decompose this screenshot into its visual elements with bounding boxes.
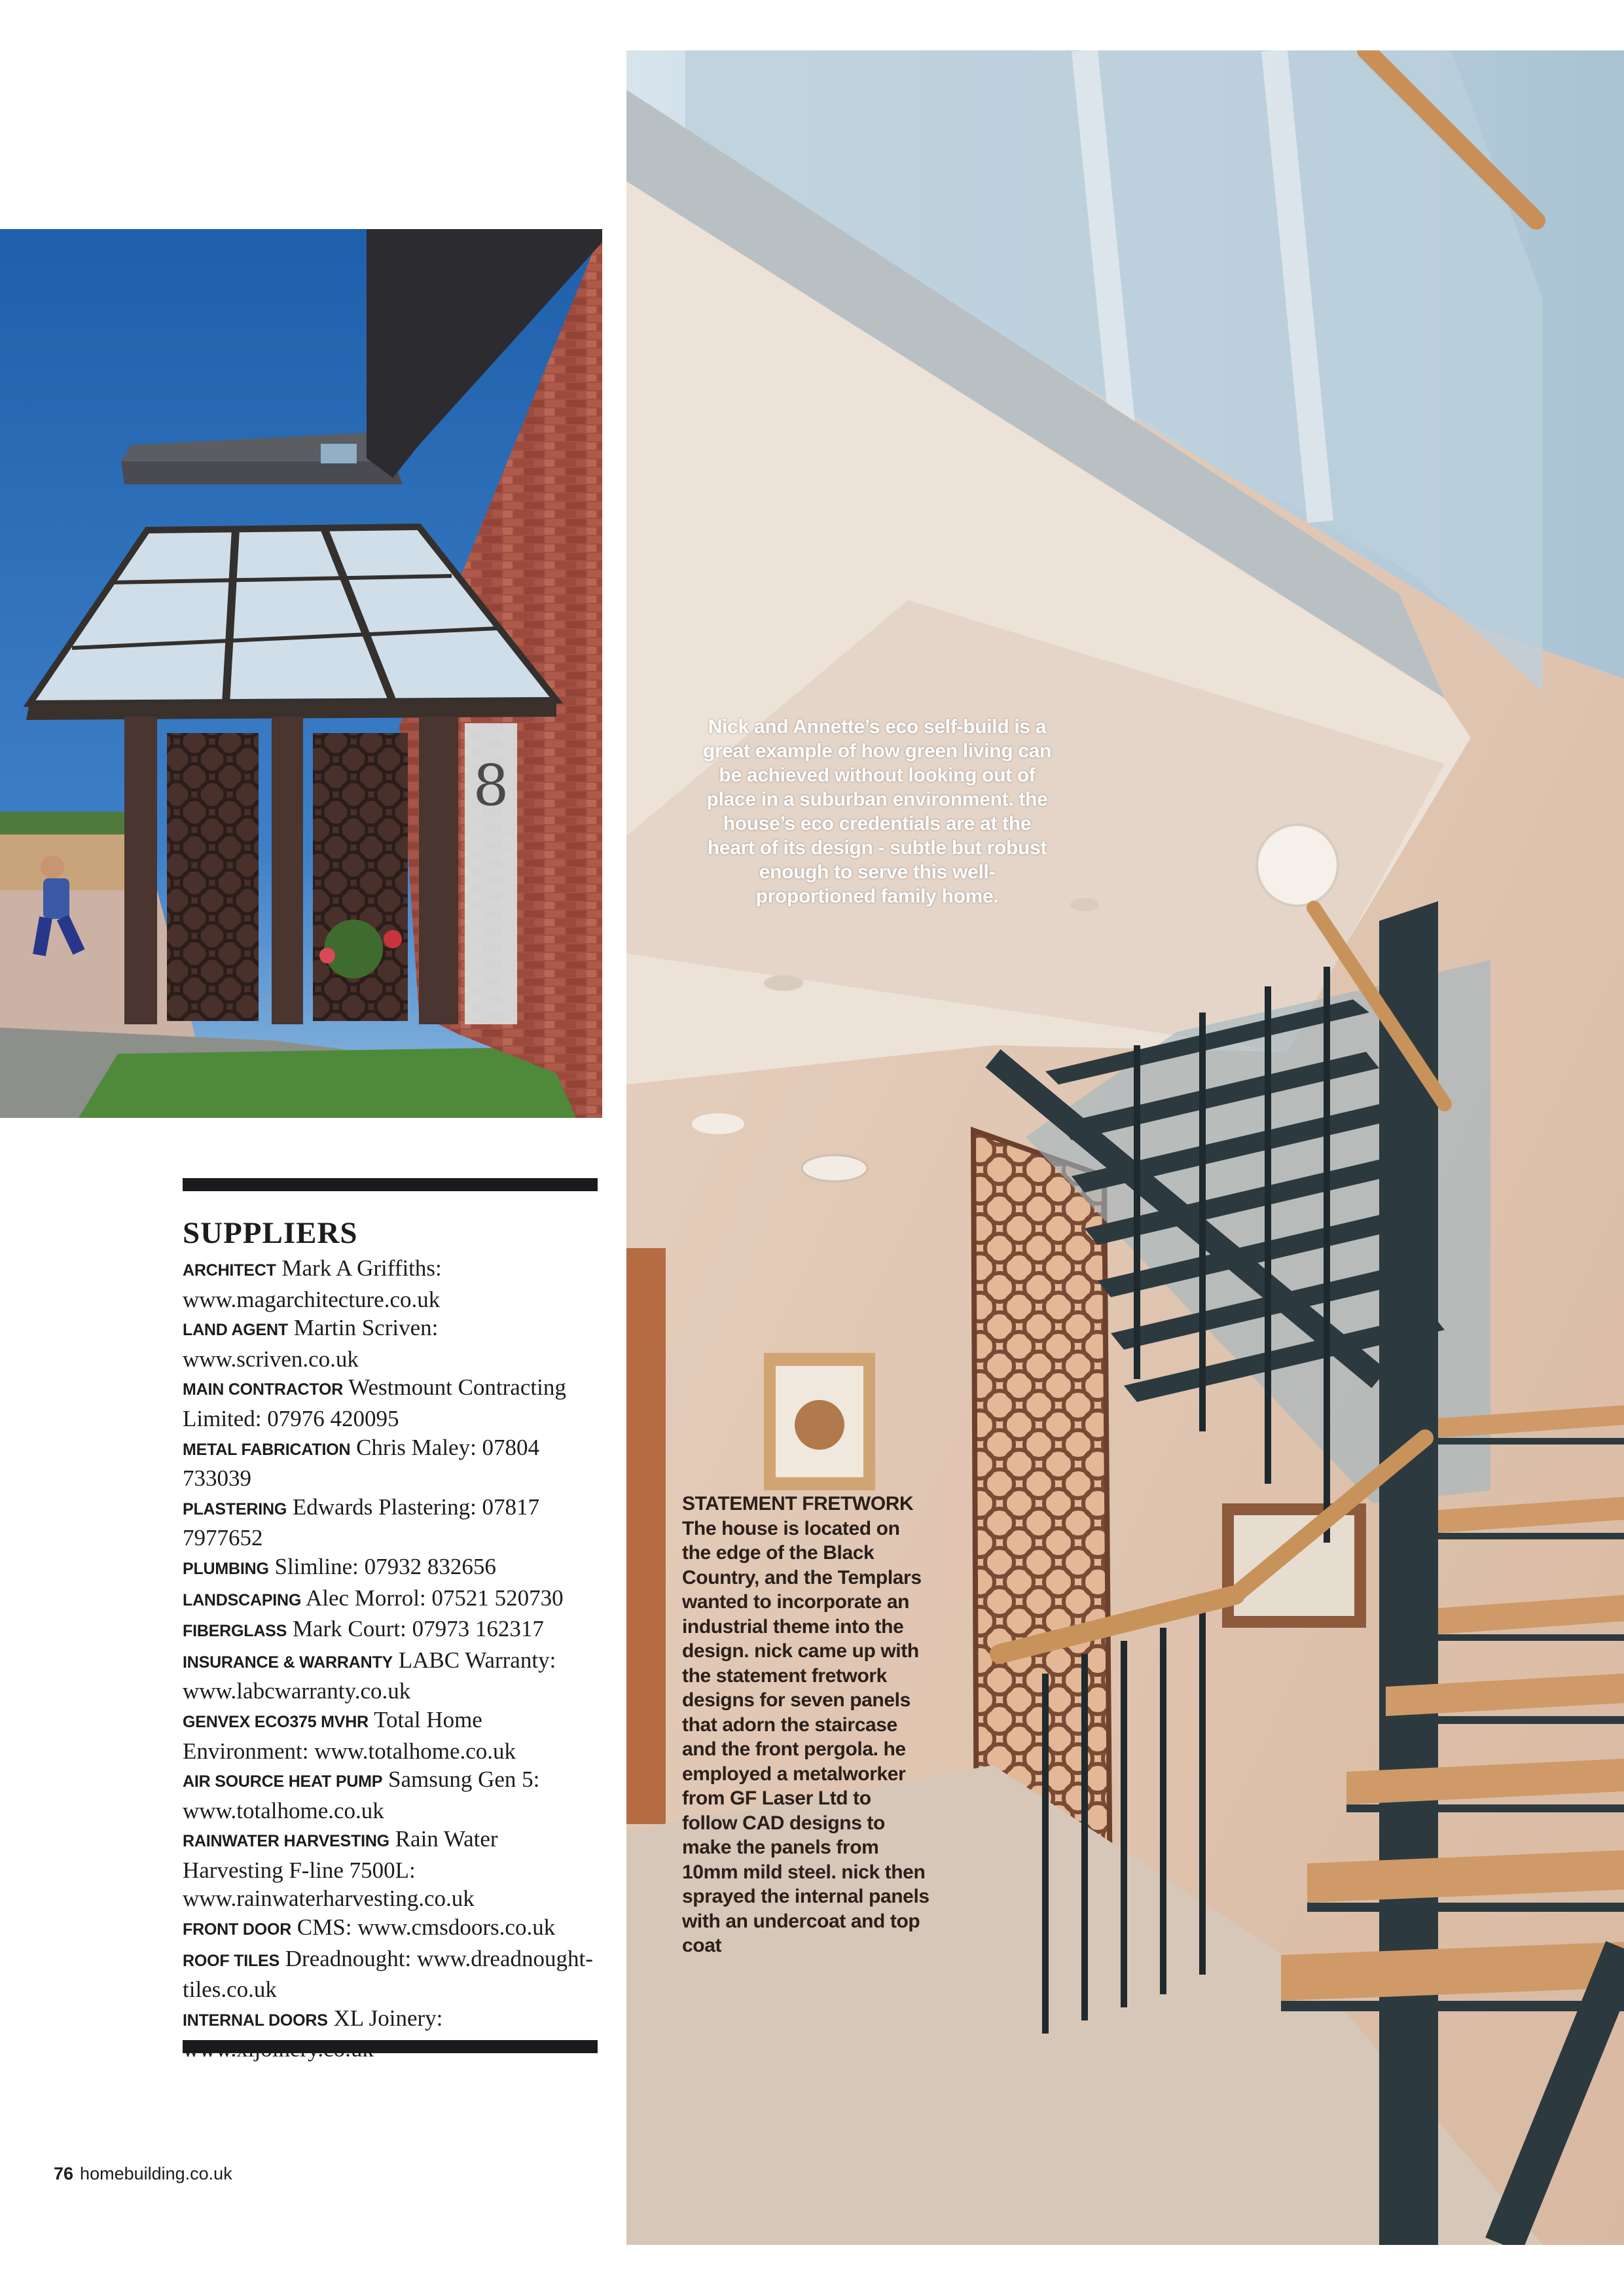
footer-site-url: homebuilding.co.uk xyxy=(80,2164,232,2183)
fretwork-caption-body: The house is located on the edge of the Black Country, and the Templars wanted to incorporate an industrial theme into the design. nick came up with the statement fretwork designs for seven panels that adorn the staircase and the front pergola. he employed a metalworker from GF Laser Ltd to follow CAD designs to make the panels from 10mm mild steel. nick then sprayed the internal panels with an undercoat and top coat xyxy=(682,1517,929,1956)
supplier-entry xyxy=(183,1433,602,1493)
supplier-category-label: PLUMBING xyxy=(183,1559,269,1578)
page-number: 76 xyxy=(54,2164,74,2183)
supplier-details: Samsung Gen 5: www.totalhome.co.uk xyxy=(183,1767,540,1823)
supplier-entry xyxy=(183,1765,602,1825)
suppliers-box xyxy=(183,1212,602,2064)
supplier-entry xyxy=(183,1373,602,1433)
supplier-category-label: ROOF TILES xyxy=(183,1951,280,1970)
fretwork-caption-heading: STATEMENT FRETWORK xyxy=(682,1493,914,1515)
supplier-category-label: PLASTERING xyxy=(183,1499,287,1518)
house-number: 8 xyxy=(473,753,509,819)
supplier-category-label: ARCHITECT xyxy=(183,1261,276,1280)
supplier-category-label: LAND AGENT xyxy=(183,1321,288,1340)
suppliers-title: SUPPLIERS xyxy=(183,1216,358,1250)
supplier-details: Edwards Plastering: 07817 7977652 xyxy=(183,1494,540,1551)
supplier-entry xyxy=(183,1646,602,1706)
supplier-category-label: INSURANCE & WARRANTY xyxy=(183,1653,393,1672)
supplier-category-label: INTERNAL DOORS xyxy=(183,2011,328,2030)
supplier-category-label: GENVEX ECO375 MVHR xyxy=(183,1712,369,1731)
supplier-entry xyxy=(183,1254,602,1314)
supplier-entry xyxy=(183,1825,602,1913)
supplier-entry xyxy=(183,1584,602,1615)
supplier-entry xyxy=(183,1706,602,1765)
supplier-details: XL Joinery: xyxy=(333,2005,443,2031)
supplier-entry xyxy=(183,1314,602,1373)
supplier-category-label: RAINWATER HARVESTING xyxy=(183,1832,389,1851)
supplier-details: Westmount Contracting Limited: 07976 420095 xyxy=(183,1374,566,1431)
supplier-details: Alec Morrol: 07521 520730 xyxy=(305,1585,564,1611)
supplier-details: Mark A Griffiths: www.magarchitecture.co.uk xyxy=(183,1255,442,1312)
supplier-entry xyxy=(183,1615,602,1646)
supplier-details: CMS: www.cmsdoors.co.uk xyxy=(297,1914,556,1941)
supplier-details: Martin Scriven: www.scriven.co.uk xyxy=(183,1315,439,1372)
supplier-details: Dreadnought: www.dreadnought-tiles.co.uk xyxy=(183,1945,593,2003)
supplier-details: LABC Warranty: www.labcwarranty.co.uk xyxy=(183,1647,556,1704)
main-photo-caption: Nick and Annette’s eco self-build is a great example of how green living can be achieved without looking out of place in a suburban environment. the house’s eco credentials are at the heart of its design - subtle but robust enough to serve this well-proportioned family home. xyxy=(702,716,1052,907)
supplier-details: Mark Court: 07973 162317 xyxy=(292,1616,544,1642)
supplier-details: Rain Water Harvesting F-line 7500L: www.rainwaterharvesting.co.uk xyxy=(183,1826,498,1912)
suppliers-bottom-rule xyxy=(183,2040,598,2053)
fretwork-caption xyxy=(682,1492,931,1958)
supplier-category-label: LANDSCAPING xyxy=(183,1590,302,1609)
supplier-category-label: MAIN CONTRACTOR xyxy=(183,1380,344,1399)
supplier-entry xyxy=(183,2004,602,2064)
supplier-details: Slimline: 07932 832656 xyxy=(274,1553,496,1579)
supplier-category-label: FIBERGLASS xyxy=(183,1622,287,1641)
supplier-details: Total Home Environment: www.totalhome.co.uk xyxy=(183,1706,516,1764)
suppliers-top-rule xyxy=(183,1178,598,1191)
page-footer xyxy=(54,2164,232,2184)
supplier-entry xyxy=(183,1552,602,1584)
suppliers-list xyxy=(183,1254,602,2064)
pergola-photo xyxy=(0,229,602,1118)
supplier-details: Chris Maley: 07804 733039 xyxy=(183,1434,540,1492)
supplier-entry xyxy=(183,1493,602,1552)
supplier-entry xyxy=(183,1945,602,2004)
supplier-category-label: AIR SOURCE HEAT PUMP xyxy=(183,1772,383,1791)
supplier-entry xyxy=(183,1913,602,1945)
supplier-category-label: METAL FABRICATION xyxy=(183,1440,351,1459)
supplier-category-label: FRONT DOOR xyxy=(183,1920,292,1939)
